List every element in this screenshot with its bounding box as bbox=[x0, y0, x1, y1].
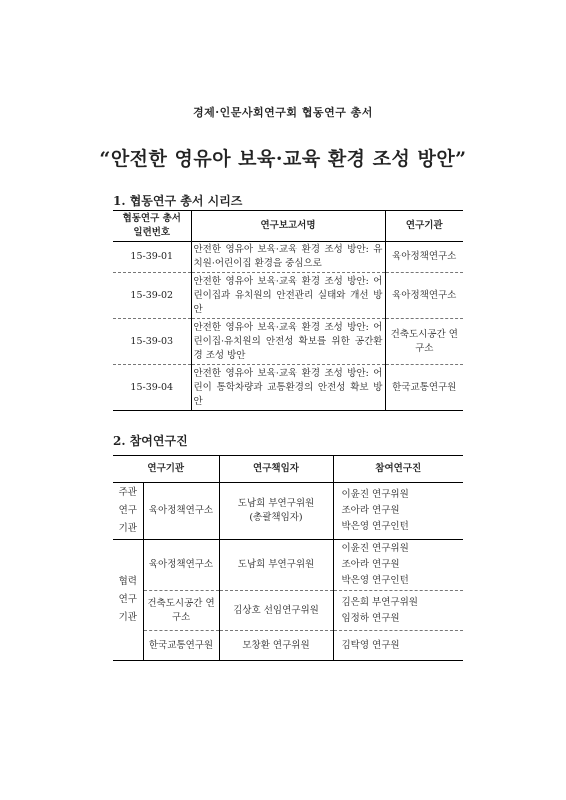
series-code: 15-39-01 bbox=[113, 242, 191, 273]
header-researchers: 참여연구진 bbox=[333, 456, 463, 483]
lead-role: (총괄책임자) bbox=[249, 512, 303, 523]
table-row bbox=[113, 242, 463, 273]
role-line: 기관 bbox=[118, 523, 137, 534]
header-report: 연구보고서명 bbox=[191, 211, 385, 242]
header-institution: 연구기관 bbox=[385, 211, 463, 242]
main-title: “안전한 영유아 보육·교육 환경 조성 방안” bbox=[99, 148, 467, 170]
researcher-name: 조아라 연구원 bbox=[341, 559, 400, 570]
series-code: 15-39-02 bbox=[113, 273, 191, 319]
report-institution: 육아정책연구소 bbox=[385, 273, 463, 319]
report-title: 안전한 영유아 보육·교육 환경 조성 방안: 어린이집과 유치원의 안전관리 실태와 개선 방안 bbox=[191, 273, 385, 319]
series-code: 15-39-03 bbox=[113, 319, 191, 365]
role-line: 연구 bbox=[118, 594, 137, 605]
report-institution: 육아정책연구소 bbox=[385, 242, 463, 273]
report-institution: 건축도시공간 연구소 bbox=[385, 319, 463, 365]
table-row bbox=[113, 273, 463, 319]
group-lead bbox=[219, 483, 333, 540]
researcher-name: 박은영 연구인턴 bbox=[341, 521, 409, 532]
report-institution: 한국교통연구원 bbox=[392, 381, 457, 393]
table-row bbox=[113, 319, 463, 365]
researcher-name: 이윤진 연구위원 bbox=[341, 489, 409, 500]
group-researchers bbox=[333, 540, 463, 591]
header-lead: 연구책임자 bbox=[219, 456, 333, 483]
header-code bbox=[113, 211, 191, 242]
series-header: 경제·인문사회연구회 협동연구 총서 bbox=[193, 106, 373, 119]
researcher-name: 임정하 연구원 bbox=[341, 612, 400, 624]
table-row bbox=[113, 365, 463, 411]
role-line: 연구 bbox=[118, 505, 137, 516]
group-lead: 김상호 선임연구위원 bbox=[219, 591, 333, 631]
researcher-name: 김은희 부연구위원 bbox=[341, 596, 418, 608]
role-coop bbox=[113, 540, 143, 661]
table-row bbox=[113, 591, 463, 631]
role-line: 주관 bbox=[118, 487, 137, 498]
series-code: 15-39-04 bbox=[113, 365, 191, 411]
section-title-researchers: 2. 참여연구진 bbox=[113, 434, 188, 448]
group-researchers bbox=[333, 483, 463, 540]
report-title: 안전한 영유아 보육·교육 환경 조성 방안: 유치원·어린이집 환경을 중심으로 bbox=[191, 242, 385, 273]
group-institution: 육아정책연구소 bbox=[143, 483, 219, 540]
group-institution: 육아정책연구소 bbox=[143, 540, 219, 591]
section-title-series: 1. 협동연구 총서 시리즈 bbox=[113, 194, 243, 208]
group-institution: 한국교통연구원 bbox=[143, 631, 219, 661]
report-title: 안전한 영유아 보육·교육 환경 조성 방안: 어린이집·유치원의 안전성 확보를 위한 공간환경 조성 방안 bbox=[191, 319, 385, 365]
researcher-name: 이윤진 연구위원 bbox=[341, 543, 409, 554]
header-code-line1: 협동연구 총서 bbox=[122, 213, 181, 224]
table-row bbox=[113, 631, 463, 661]
group-institution: 건축도시공간 연구소 bbox=[143, 591, 219, 631]
header-code-line2: 일련번호 bbox=[133, 227, 171, 238]
lead-name: 도남희 부연구위원 bbox=[237, 498, 315, 509]
group-researchers bbox=[333, 631, 463, 661]
role-line: 협력 bbox=[118, 576, 137, 587]
researchers-table bbox=[113, 455, 463, 661]
role-lead bbox=[113, 483, 143, 540]
table-row bbox=[113, 483, 463, 540]
researchers-table-header-row bbox=[113, 456, 463, 483]
header-institution: 연구기관 bbox=[113, 456, 219, 483]
group-researchers bbox=[333, 591, 463, 631]
group-lead: 도남희 부연구위원 bbox=[219, 540, 333, 591]
group-lead: 모창환 연구위원 bbox=[219, 631, 333, 661]
researcher-name: 김탁영 연구원 bbox=[341, 639, 400, 651]
researcher-name: 박은영 연구인턴 bbox=[341, 575, 409, 586]
series-table-header-row bbox=[113, 211, 463, 242]
report-title: 안전한 영유아 보육·교육 환경 조성 방안: 어린이 통학차량과 교통환경의 안전성 확보 방안 bbox=[191, 365, 385, 411]
series-table bbox=[113, 210, 463, 411]
researcher-name: 조아라 연구원 bbox=[341, 505, 400, 516]
table-row bbox=[113, 540, 463, 591]
role-line: 기관 bbox=[118, 612, 137, 623]
